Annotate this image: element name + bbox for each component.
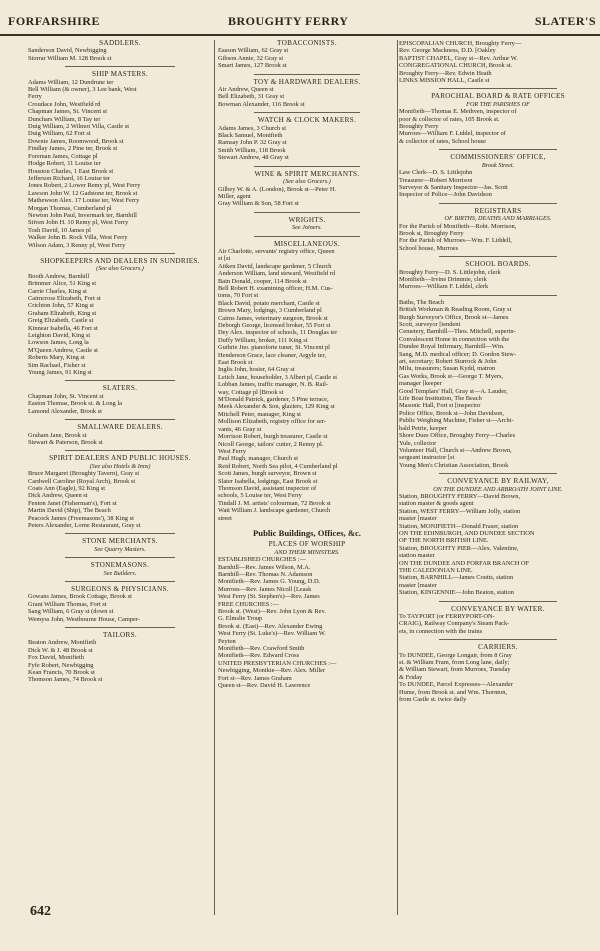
divider — [254, 112, 361, 113]
entry-line: Duffy William, broker, 111 King st — [218, 336, 308, 344]
entry-line: Graham Elizabeth, King st — [28, 309, 97, 317]
section-heading: WATCH & CLOCK MAKERS. — [257, 116, 357, 125]
entry-line: Monifieth—Irvine Drimmie, clerk — [399, 275, 487, 283]
entry-line: Black David, potato merchant, Castle st — [218, 299, 320, 307]
entry-line: Station, WEST FERRY—William Jolly, station — [399, 507, 521, 515]
ship-masters-list — [28, 79, 212, 249]
entry-line: Mathewson Alex. 17 Louise ter, West Ferry — [28, 197, 140, 205]
entry-line: Foreman James, Cottage pl — [28, 152, 98, 160]
page-header — [0, 0, 600, 36]
school-boards-list — [399, 269, 597, 291]
entry-line: Croudace John, Westfield rd — [28, 100, 101, 108]
section-heading: TAILORS. — [103, 631, 137, 640]
section-note: See Quarry Masters. — [94, 545, 146, 553]
entry-line: Air Charlotte, servants' registry office, Queen — [218, 247, 335, 255]
entry-line: Cairncross Elizabeth, Fort st — [28, 295, 101, 302]
entry-line: Greig Elizabeth, Castle st — [28, 317, 94, 325]
entry-line: Sang William, 6 Gray st (down st — [28, 608, 114, 616]
entry-line: School house, Murroes — [399, 244, 459, 252]
section-heading: SCHOOL BOARDS. — [465, 260, 531, 269]
entry-line: Bowman Alexander, 116 Brook st — [218, 100, 305, 108]
entry-line: master [master — [399, 581, 437, 589]
entry-line: CRAIG), Railway Company's Steam Pack- — [399, 620, 510, 628]
tobacconists-list — [218, 47, 396, 69]
entry-line: Wemyss John, Westbourne House, Camper- — [28, 615, 140, 623]
entry-line: Meek Alexander & Son, glaziers, 129 King st — [218, 403, 335, 411]
section-heading: CONVEYANCE BY RAILWAY, — [447, 477, 549, 486]
entry-line: Grant William Thomas, Fort st — [28, 600, 107, 608]
column-middle — [218, 40, 396, 690]
carriers-list — [399, 652, 597, 704]
entry-line: Law Clerk—D. S. Littlejohn — [399, 169, 473, 177]
section-heading: CARRIERS. — [478, 643, 518, 652]
entry-line: Morrison Robert, burgh treasurer, Castle st — [218, 433, 328, 441]
entry-line: Tindall J. M. artists' colourman, 72 Brook st — [218, 499, 331, 507]
entry-line: manager [keeper — [399, 380, 442, 388]
entry-line: Newbigging, Monikie—Rev. Alex. Miller — [218, 667, 326, 675]
divider — [439, 601, 558, 602]
section-note: See Joiners. — [292, 224, 322, 232]
divider — [439, 639, 558, 640]
divider — [65, 419, 175, 420]
entry-line: Sanderson David, Newbigging — [28, 47, 107, 55]
entry-line: To TAYPORT (or FERRYPORT-ON- — [399, 613, 495, 621]
divider — [65, 557, 175, 558]
entry-line: Dick Andrew, Queen st — [28, 492, 88, 500]
toy-dealers-list — [218, 86, 396, 108]
entry-line: Sim Rachael, Fisher st — [28, 361, 86, 369]
divider — [254, 74, 361, 75]
entry-line: Station, KINGENNIE—John Beaton, station — [399, 589, 514, 597]
entry-line: Roberts Mary, King st — [28, 354, 85, 362]
entry-line: Rev. George Mackness, D.D. [Oakley — [399, 47, 496, 55]
churches-list — [399, 40, 597, 84]
entry-line: FREE CHURCHES :— — [218, 600, 280, 608]
divider — [254, 166, 361, 167]
divider — [65, 253, 175, 254]
entry-line: Bain Donald, cooper, 114 Brook st — [218, 277, 307, 285]
entry-line: Treasurer—Robert Morrison — [399, 176, 473, 184]
divider — [65, 627, 175, 628]
entry-line: sergeant instructor [st — [399, 454, 455, 462]
divider — [439, 256, 558, 257]
entry-line: Gibson Annie, 32 Gray st — [218, 54, 284, 62]
section-heading: PLACES OF WORSHIP — [268, 540, 346, 549]
entry-line: ON THE EDINBURGH, AND DUNDEE SECTION — [399, 529, 535, 537]
shopkeepers-list — [28, 273, 212, 377]
entry-line: Fort st—Rev. James Graham — [218, 674, 292, 682]
entry-line: Crichton John, 57 King st — [28, 302, 94, 310]
entry-line: Gray William & Son, 58 Fort st — [218, 200, 299, 208]
entry-line: Hodge Robert, 11 Louise ter — [28, 160, 101, 168]
entry-line: & William Stewart, from Murroes, Tuesday — [399, 666, 511, 674]
entry-line: Volunteer Hall, Church st—Andrew Brown, — [399, 446, 512, 454]
entry-line: Fenton Janet (Fisherman's), Fort st — [28, 499, 117, 507]
entry-line: Findlay James, 2 Pine ter, Brook st — [28, 145, 118, 153]
section-heading: SPIRIT DEALERS AND PUBLIC HOUSES. — [49, 454, 191, 463]
entry-line: Kean Francis, 70 Brook st — [28, 669, 95, 677]
divider — [65, 581, 175, 582]
entry-line: Henderson Grace, lace cleaner, Argyle ter, — [218, 351, 326, 359]
entry-line: Guthrie Jno. pianoforte tuner, St. Vincent pl — [218, 344, 330, 352]
entry-line: West Ferry — [218, 447, 247, 455]
section-note: (See also Grocers.) — [96, 265, 144, 273]
entry-line: Gowans James, Brook Cottage, Brook st — [28, 593, 132, 601]
entry-line: Surveyor & Sanitary Inspector—Jas. Scott — [399, 183, 508, 191]
water-list — [399, 613, 597, 635]
entry-line: Police Office, Brook st—John Davidson, — [399, 409, 504, 417]
entry-line: Houston Charles, 1 East Brook st — [28, 167, 114, 175]
section-heading: WINE & SPIRIT MERCHANTS. — [254, 169, 360, 178]
railway-list — [399, 493, 597, 597]
entry-line: bald Petrie, keeper — [399, 424, 447, 432]
tailors-list — [28, 639, 212, 683]
divider — [439, 203, 558, 204]
entry-line: EPISCOPALIAN CHURCH, Broughty Ferry— — [399, 40, 522, 47]
entry-line: Barnhill—Rev. Thomas N. Adamson — [218, 571, 313, 578]
entry-line: Broughty Ferry—D. S. Littlejohn, clerk — [399, 268, 501, 276]
section-heading: SHIP MASTERS. — [92, 70, 148, 79]
entry-line: Booth Andrew, Barnhill — [28, 272, 90, 280]
entry-line: Murroes—William F. Liddel, inspector of — [399, 130, 506, 138]
entry-line: Peyton — [218, 637, 236, 645]
entry-line: Sang, M.D. medical officer; D. Gordon Stew- — [399, 350, 517, 358]
entry-line: Dunchars William, 8 Tay ter — [28, 115, 101, 123]
entry-line: master [master — [399, 515, 437, 523]
divider — [439, 295, 558, 296]
town-heading: BROUGHTY FERRY — [228, 14, 349, 28]
entry-line: M'Donald Patrick, gardener, 5 Pine terrace, — [218, 396, 329, 404]
surgeons-list — [28, 593, 212, 623]
saddlers-list — [28, 47, 212, 62]
entry-line: Chapman James, St. Vincent st — [28, 108, 108, 116]
entry-line: from Castle st. twice daily — [399, 696, 467, 704]
entry-line: Leighton David, King st — [28, 332, 91, 340]
registrars-list — [399, 223, 597, 253]
entry-line: poor & collector of rates, 105 Brook st. — [399, 115, 500, 123]
entry-line: Bell William (& owner), 3 Lee bank, West — [28, 86, 137, 94]
section-heading: SURGEONS & PHYSICIANS. — [71, 585, 169, 593]
entry-line: Jones Robert, 2 Lower Remy pl, West Ferry — [28, 182, 141, 190]
entry-line: UNITED PRESBYTERIAN CHURCHES :— — [218, 659, 337, 667]
entry-line: Masonic Hall, Fort st [inspector — [399, 402, 481, 410]
entry-line: Lawson John W. 12 Gadstone ter, Brook st — [28, 189, 138, 197]
entry-line: ON THE DUNDEE AND FORFAR BRANCH OF — [399, 559, 530, 567]
entry-line: Graham Jane, Brook st — [28, 431, 87, 439]
entry-line: Easton Thomas, Brook st. & Long la — [28, 400, 122, 408]
divider — [254, 236, 361, 237]
entry-line: Smart James, 127 Brook st — [218, 62, 287, 70]
entry-line: Mollison Elizabeth, registry office for ser- — [218, 418, 327, 426]
commissioners-list — [399, 169, 597, 199]
entry-line: Life Boat Institution, The Beach — [399, 395, 482, 403]
entry-line: street — [218, 514, 232, 522]
entry-line: Thomson James, 74 Brook st — [28, 676, 103, 684]
entry-line: Leitch Jane, householder, 3 Albert pl, Castle st — [218, 373, 338, 381]
section-note: See Builders. — [103, 569, 137, 577]
entry-line: Duig William, 2 Wilmot Villa, Castle st — [28, 123, 129, 131]
entry-line: st [st — [218, 255, 231, 263]
entry-line: Gas Works, Brook st—George T. Myers, — [399, 372, 504, 380]
entry-line: Cemetery, Barnhill—Thos. Mitchell, superin- — [399, 328, 516, 336]
entry-line: Peacock James (Freemasons'), 38 King st — [28, 514, 134, 522]
entry-line: Ramsay John P. 32 Gray st — [218, 139, 287, 147]
entry-line: Inspector of Police—John Davidson — [399, 191, 492, 199]
entry-line: Miller, agent — [218, 192, 251, 200]
miscellaneous-list — [218, 248, 396, 522]
entry-line: Fox David, Monifieth — [28, 654, 84, 662]
entry-line: M'Queen Andrew, Castle st — [28, 346, 98, 354]
entry-line: Cairns James, veterinary surgeon, Brook st — [218, 314, 328, 322]
entry-line: Duig William, 62 Fort st — [28, 130, 91, 138]
entry-line: Kinnear Isabella, 46 Fort st — [28, 324, 98, 332]
entry-line: Barnhill—Rev. James Wilson, M.A. — [218, 563, 311, 571]
section-heading: CONVEYANCE BY WATER. — [451, 604, 545, 613]
section-note: AND THEIR MINISTERS. — [274, 548, 340, 556]
entry-line: art, secretary; Robert Sturrock & John — [399, 358, 497, 366]
entry-line: Bell Elizabeth, 31 Gray st — [218, 93, 285, 101]
section-note: (See also Hotels & Inns) — [89, 462, 151, 470]
entry-line: Scott James, burgh surveyor, Brown st — [218, 470, 317, 478]
entry-line: Young Men's Christian Association, Brook — [399, 461, 509, 469]
section-note: OF BIRTHS, DEATHS AND MARRIAGES. — [444, 215, 552, 223]
entry-line: Lowson James, Long la — [28, 339, 89, 347]
section-heading: SMALLWARE DEALERS. — [77, 423, 163, 432]
entry-line: East Brook st — [218, 359, 253, 367]
entry-line: Monifieth—Thomas E. Methven, inspector of — [399, 108, 517, 116]
entry-line: Adams William, 12 Dundrune ter — [28, 78, 114, 86]
entry-line: Dey Alex. inspector of schools, 11 Douglas ter — [218, 329, 338, 337]
entry-line: Fyfe Robert, Newbigging — [28, 661, 94, 669]
entry-line: G. Elmslie Troup — [218, 615, 263, 623]
entry-line: Peters Alexander, Lorne Restaurant, Gray st — [28, 521, 141, 529]
entry-line: Deborgh George, licensed broker, 55 Fort st — [218, 322, 331, 329]
entry-line: Mitchell Peter, manager, King st — [218, 410, 301, 418]
divider — [254, 212, 361, 213]
entry-line: Scott, surveyor [tendent — [399, 321, 461, 328]
section-heading: MISCELLANEOUS. — [274, 239, 340, 248]
entry-line: Smith William, 118 Brook — [218, 146, 286, 154]
entry-line: vants, 46 Gray st — [218, 425, 262, 433]
entry-line: West Ferry (St. Luke's)—Rev. William W. — [218, 630, 326, 638]
entry-line: Paul Hugh, manager, Church st — [218, 455, 298, 463]
entry-line: Morgan Thomas, Cumberland pl — [28, 204, 112, 212]
entry-line: ets, in connection with the trains — [399, 627, 483, 635]
entry-line: Cardwell Caroline (Royal Arch), Brook st — [28, 477, 136, 485]
entry-line: Convalescent Home in connection with the — [399, 335, 510, 343]
divider — [65, 533, 175, 534]
county-heading: FORFARSHIRE — [8, 14, 100, 28]
entry-line: Bell Robert H. examining officer, H.M. Cus- — [218, 284, 333, 292]
entry-line: Ferry — [28, 93, 42, 101]
section-note: (See also Grocers.) — [283, 178, 331, 186]
entry-line: Tosh David, 10 James pl — [28, 226, 91, 234]
entry-line: Easson William, 62 Gray st — [218, 47, 289, 55]
entry-line: Station, BROUGHTY PIER—Alex. Valentine, — [399, 544, 519, 552]
entry-line: Inglis John, hosier, 64 Gray st — [218, 366, 295, 374]
entry-line: Walker John B. Rock Villa, West Ferry — [28, 234, 128, 242]
section-heading: STONEMASONS. — [90, 561, 150, 570]
entry-line: & Friday — [399, 673, 423, 681]
section-heading: STONE MERCHANTS. — [82, 537, 158, 546]
entry-line: Dundee Royal Infirmary, Barnhill—Wm. — [399, 343, 505, 351]
entry-line: Thomson David, assistant inspector of — [218, 484, 317, 492]
entry-line: Air Andrew, Queen st — [218, 86, 274, 94]
section-heading: SLATERS. — [102, 384, 138, 393]
column-right — [399, 40, 597, 704]
column-left — [28, 40, 212, 684]
section-heading: COMMISSIONERS' OFFICE, — [450, 153, 546, 162]
entry-line: station master — [399, 552, 435, 560]
entry-line: Reid Robert, North Sea pilot, 4 Cumberland pl — [218, 462, 338, 470]
entry-line: Station, BARNHILL—James Coutts, station — [399, 574, 514, 582]
entry-line: Newton John Paul, Invermark ter, Barnhill — [28, 211, 137, 219]
entry-line: LINKS MISSION HALL, Castle st — [399, 77, 490, 85]
entry-line: Aitken David, landscape gardener, 5 Church — [218, 262, 332, 270]
entry-line: Slater Isabella, lodgings, East Brook st — [218, 477, 318, 485]
entry-line: BAPTIST CHAPEL, Gray st—Rev. Arthur W. — [399, 54, 518, 62]
publisher-heading: SLATER'S — [534, 14, 596, 28]
public-offices-list — [399, 299, 597, 469]
entry-line: toms, 70 Fort st — [218, 292, 259, 300]
entry-line: Milu, treasurers; Susan Kydd, matron — [399, 365, 496, 373]
entry-line: Brook st. (West)—Rev. John Lyon & Rev. — [218, 608, 326, 616]
parochial-list — [399, 108, 597, 145]
section-heading: REGISTRARS — [474, 206, 522, 215]
entry-line: Carrie Charles, King st — [28, 287, 87, 295]
divider — [65, 380, 175, 381]
entry-line: Watt William J. landscape gardener, Church — [218, 507, 331, 515]
entry-line: For the Parish of Murroes—Wm. F. Liddell, — [399, 237, 512, 245]
entry-line: Monifieth—Rev. Edward Cross — [218, 652, 300, 660]
entry-line: Queen st—Rev. David H. Lawrence — [218, 682, 311, 690]
worship-list — [218, 556, 396, 689]
entry-line: Chapman John, St. Vincent st — [28, 392, 104, 400]
column-divider — [397, 40, 398, 915]
entry-line: OF THE NORTH BRITISH LINE. — [399, 537, 489, 545]
section-note: Brook Street. — [481, 161, 515, 169]
entry-line: Good Templars' Hall, Gray st—A. Lauder, — [399, 387, 508, 395]
entry-line: Broughty Ferry—Rev. Edwin Heath — [399, 69, 492, 77]
section-heading: PAROCHIAL BOARD & RATE OFFICES — [431, 92, 565, 101]
entry-line: st. & William Fram, from Long lane, daily; — [399, 659, 510, 667]
entry-line: Gilbey W. & A. (London), Brook st—Peter H. — [218, 185, 337, 193]
entry-line: Downie James, Roomwood, Brook st — [28, 137, 124, 145]
entry-line: Station, BROUGHTY FERRY—David Brown, — [399, 492, 521, 500]
entry-line: British Workman & Reading Room, Gray st — [399, 306, 512, 314]
entry-line: & collector of rates, School house — [399, 137, 486, 145]
entry-line: Young James, 91 King st — [28, 369, 92, 377]
section-heading: TOBACCONISTS. — [277, 39, 337, 47]
slaters-list — [28, 393, 212, 415]
entry-line: Wilson Adam, 3 Renny pl, West Ferry — [28, 241, 126, 249]
entry-line: Brown Mary, lodgings, 3 Cumberland pl — [218, 307, 322, 315]
entry-line: Storrar William M. 128 Brook st — [28, 54, 112, 62]
entry-line: Stewart Andrew, 48 Gray st — [218, 154, 289, 162]
column-divider — [214, 40, 215, 915]
entry-line: way, Cottage pl [Brook st — [218, 388, 284, 396]
entry-line: To DUNDEE, Parcel Expresses—Alexander — [399, 681, 513, 689]
entry-line: Monifieth—Rev. James G. Young, D.D. — [218, 578, 321, 586]
divider — [65, 450, 175, 451]
watch-makers-list — [218, 125, 396, 162]
page-number: 642 — [30, 904, 51, 919]
entry-line: Murroes—William F. Liddel, clerk — [399, 283, 489, 291]
entry-line: ESTABLISHED CHURCHES :— — [218, 556, 306, 564]
entry-line: Bruce Margaret (Broughty Tavern), Gray st — [28, 470, 140, 478]
entry-line: Black Samuel, Monifieth — [218, 132, 283, 140]
entry-line: Adams James, 3 Church st — [218, 124, 286, 132]
section-heading: WRIGHTS. — [288, 215, 326, 224]
entry-line: Public Weighing Machine, Fisher st—Archi- — [399, 417, 514, 425]
entry-line: Beaton Andrew, Monifieth — [28, 639, 97, 647]
entry-line: Lamond Alexander, Brook st — [28, 407, 102, 415]
entry-line: Hume, from Brook st. and Wm. Thornton, — [399, 688, 508, 696]
entry-line: THE CALEDONIAN LINE. — [399, 567, 473, 574]
divider — [439, 88, 558, 89]
entry-line: Anderson William, land steward, Westfield rd — [218, 270, 336, 278]
entry-line: Station, MONIFIETH—Donald Fraser, station — [399, 522, 519, 530]
entry-line: CONGREGATIONAL CHURCH, Brook st. — [399, 62, 513, 70]
entry-line: To DUNDEE, George Longair, from 8 Gray — [399, 651, 512, 659]
section-note: FOR THE PARISHES OF — [466, 100, 530, 108]
entry-line: Burgh Surveyor's Office, Brook st—James — [399, 313, 509, 321]
entry-line: Coats Ann (Eagle), 92 King st — [28, 484, 106, 492]
section-heading: SADDLERS. — [99, 39, 141, 47]
entry-line: Yule, collector — [399, 439, 437, 447]
entry-line: Broughty Ferry — [399, 123, 439, 131]
divider — [439, 149, 558, 150]
entry-line: Brook st, Broughty Ferry — [399, 229, 464, 237]
entry-line: Murroes—Rev. James Nicoll [Leask — [218, 585, 312, 593]
public-buildings-heading: Public Buildings, Offices, &c. — [253, 527, 361, 538]
wine-merchants-list — [218, 186, 396, 208]
entry-line: Jefferson Richard, 16 Louise ter — [28, 174, 111, 182]
entry-line: Baths, The Beach — [399, 298, 445, 306]
entry-line: Stewart & Paterson, Brook st — [28, 438, 103, 446]
entry-line: Martin David (Ship), The Beach — [28, 507, 111, 515]
entry-line: Dick W. & J. 48 Brook st — [28, 646, 93, 654]
entry-line: station master & goods agent — [399, 500, 474, 508]
entry-line: Lobban James, traffic manager, N. B. Rail- — [218, 381, 329, 389]
entry-line: For the Parish of Monifieth—Robt. Morrison, — [399, 222, 517, 230]
entry-line: Monifieth—Rev. Crawford Smith — [218, 645, 305, 653]
entry-line: Brimmer Alice, 51 King st — [28, 280, 96, 288]
section-heading: SHOPKEEPERS AND DEALERS IN SUNDRIES. — [40, 256, 200, 265]
smallware-list — [28, 432, 212, 447]
entry-line: Brook st. (East)—Rev. Alexander Ewing — [218, 622, 323, 630]
entry-line: Nicoll George, tailors' cutter, 2 Renny pl. — [218, 440, 324, 448]
spirit-dealers-list — [28, 470, 212, 529]
section-heading: TOY & HARDWARE DEALERS. — [253, 77, 361, 86]
divider — [65, 66, 175, 67]
entry-line: Stiven John H. 10 Remy pl, West Ferry — [28, 219, 129, 227]
divider — [439, 473, 558, 474]
entry-line: schools, 5 Louise ter, West Ferry — [218, 492, 302, 500]
section-note: ON THE DUNDEE AND ARBROATH JOINT LINE. — [433, 485, 563, 493]
entry-line: Shore Dues Office, Broughty Ferry—Charles — [399, 432, 516, 440]
entry-line: West Ferry (St. Stephen's)—Rev. James — [218, 593, 320, 601]
